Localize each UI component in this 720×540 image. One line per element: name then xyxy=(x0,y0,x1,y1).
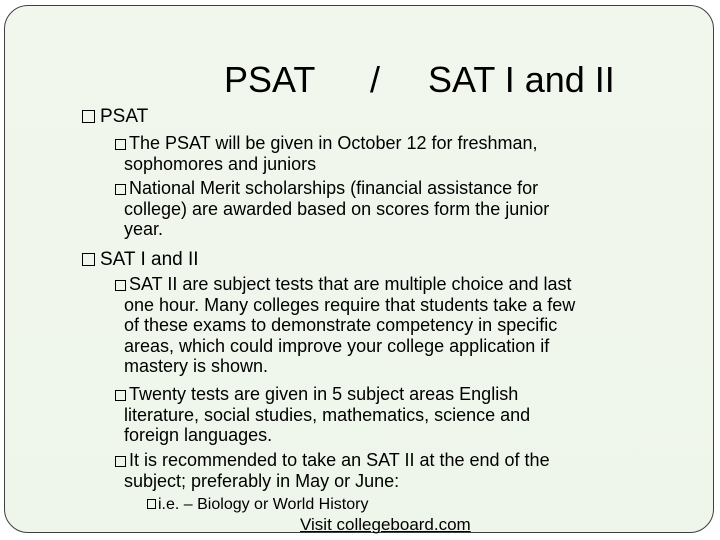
bullet-box-icon xyxy=(115,456,126,467)
bullet-recommended: It is recommended to take an SAT II at the end of the subject; preferably in May or June: xyxy=(115,450,550,491)
section-heading-sat: SAT I and II xyxy=(82,249,199,271)
title-separator: / xyxy=(370,59,381,100)
collegeboard-link[interactable]: Visit collegeboard.com xyxy=(300,515,471,534)
bullet-box-icon xyxy=(82,110,95,123)
sub-bullet-example: i.e. – Biology or World History xyxy=(147,496,368,514)
section-heading-psat: PSAT xyxy=(82,106,148,128)
bullet-sat-ii: SAT II are subject tests that are multiple choice and last one hour. Many colleges require that students take a few of these exams to demonstrate competency in specific areas, which could improve your college application if mastery is shown. xyxy=(115,274,575,377)
bullet-box-icon xyxy=(115,139,126,150)
bullet-box-icon xyxy=(147,499,156,509)
title-sat: SAT I and II xyxy=(428,59,615,100)
bullet-box-icon xyxy=(115,184,126,195)
bullet-box-icon xyxy=(115,390,126,401)
bullet-box-icon xyxy=(82,253,95,266)
bullet-twenty-tests: Twenty tests are given in 5 subject areas English literature, social studies, mathematics, science and foreign languages. xyxy=(115,384,530,446)
title-psat: PSAT xyxy=(224,59,316,100)
bullet-national-merit: National Merit scholarships (financial assistance for college) are awarded based on scores form the junior year. xyxy=(115,178,549,240)
bullet-box-icon xyxy=(115,280,126,291)
bullet-psat-date: The PSAT will be given in October 12 for freshman, sophomores and juniors xyxy=(115,133,538,174)
